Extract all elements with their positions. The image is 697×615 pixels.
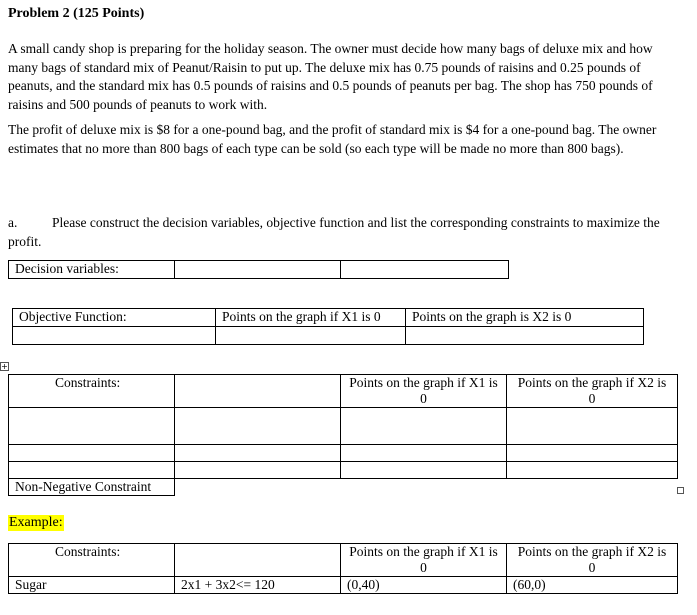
decision-variables-table (8, 260, 509, 279)
non-negative-constraint-label: Non-Negative Constraint (9, 479, 175, 496)
constraint-x1-cell[interactable] (341, 462, 507, 479)
constraint-expression-cell[interactable] (175, 445, 341, 462)
resize-handle-icon[interactable] (677, 487, 684, 494)
objective-function-table (12, 308, 644, 345)
example-row-x1-point: (0,40) (341, 577, 507, 594)
move-handle-icon[interactable]: + (1, 362, 8, 371)
example-table (8, 543, 678, 594)
decision-variables-label: Decision variables: (9, 261, 175, 279)
constraint-x2-cell[interactable] (507, 408, 678, 445)
constraint-expression-cell[interactable] (175, 408, 341, 445)
example-constraints-label: Constraints: (9, 544, 175, 577)
objective-col-x2-header: Points on the graph is X2 is 0 (406, 309, 644, 327)
constraint-x2-cell[interactable] (507, 445, 678, 462)
problem-paragraph-1: A small candy shop is preparing for the holiday season. The owner must decide how many bags of deluxe mix and how many bags of standard mix of Peanut/Raisin to put up. The deluxe mix has 0.75 pounds of raisins and 0.25 pounds of peanuts, and the standard mix has 0.5 pounds of raisins and 0.5 pounds of peanuts per bag. The shop has 750 pounds of raisins and 500 pounds of peanuts to work with. (8, 41, 653, 112)
constraint-x2-cell[interactable] (507, 462, 678, 479)
question-text: Please construct the decision variables, objective function and list the corresponding constraints to maximize the profit. (8, 215, 660, 249)
constraints-col-x2-header: Points on the graph if X2 is 0 (507, 375, 678, 408)
constraint-x1-cell[interactable] (341, 408, 507, 445)
question-a (8, 214, 668, 251)
constraint-name-cell[interactable] (9, 462, 175, 479)
question-label: a. (8, 215, 18, 230)
problem-title: Problem 2 (125 Points) (8, 6, 145, 21)
example-col-x2-header: Points on the graph if X2 is 0 (507, 544, 678, 577)
decision-variable-cell[interactable] (341, 261, 509, 279)
example-label: Example: (9, 515, 63, 530)
objective-x2-cell[interactable] (406, 327, 644, 345)
constraint-x1-cell[interactable] (341, 445, 507, 462)
constraint-expression-cell[interactable] (175, 462, 341, 479)
constraint-expression-header (175, 375, 341, 408)
empty-cell (341, 479, 507, 496)
objective-function-cell[interactable] (13, 327, 216, 345)
decision-variable-cell[interactable] (175, 261, 341, 279)
objective-x1-cell[interactable] (216, 327, 406, 345)
constraints-table (8, 374, 678, 496)
objective-function-label: Objective Function: (13, 309, 216, 327)
constraints-col-x1-header: Points on the graph if X1 is 0 (341, 375, 507, 408)
constraints-label: Constraints: (9, 375, 175, 408)
example-expression-header (175, 544, 341, 577)
objective-col-x1-header: Points on the graph if X1 is 0 (216, 309, 406, 327)
problem-paragraph-2: The profit of deluxe mix is $8 for a one-pound bag, and the profit of standard mix is $4 for a one-pound bag. The owner estimates that no more than 800 bags of each type can be sold (so each type will be made no more than 800 bags). (8, 122, 657, 156)
constraint-name-cell[interactable] (9, 408, 175, 445)
empty-cell (507, 479, 678, 496)
empty-cell (175, 479, 341, 496)
example-row-x2-point: (60,0) (507, 577, 678, 594)
constraint-name-cell[interactable] (9, 445, 175, 462)
example-row-name: Sugar (9, 577, 175, 594)
example-col-x1-header: Points on the graph if X1 is 0 (341, 544, 507, 577)
example-row-expression: 2x1 + 3x2<= 120 (175, 577, 341, 594)
